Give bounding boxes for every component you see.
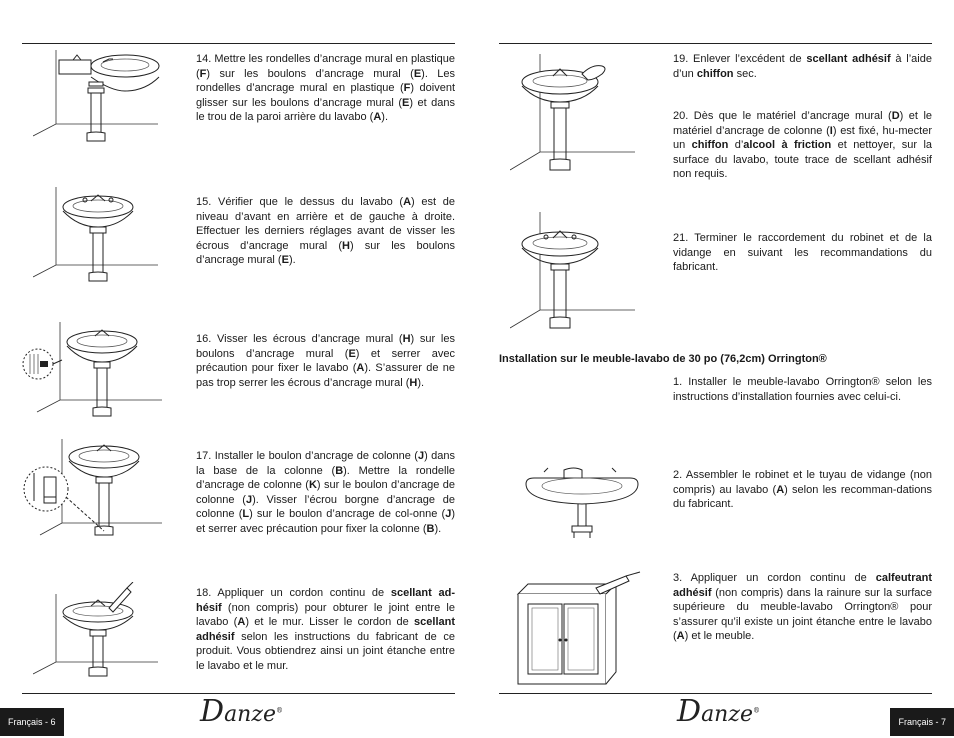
vanity-section-heading: Installation sur le meuble-lavabo de 30 po (76,2cm) Orrington®	[499, 353, 827, 365]
top-rule-right	[499, 43, 932, 44]
top-rule-left	[22, 43, 455, 44]
sink-faucet-drain-figure	[520, 462, 650, 547]
step-18-text: 18. Appliquer un cordon continu de scellant ad-hésif (non compris) pour obturer le joint entre le lavabo (A) et le mur. Lisser le cordon de scellant adhésif selon les instructions du fabricant de ce produit. Vous obtiendrez ainsi un joint étanche entre le lavabo et le mur.	[196, 587, 456, 672]
pedestal-sink-caulk-figure-18	[33, 582, 163, 682]
vanity-cabinet-caulk-figure	[514, 570, 654, 690]
logo-registered-mark: ®	[275, 706, 283, 715]
step-16-text: 16. Visser les écrous d’ancrage mural (H) sur les boulons d’ancrage mural (E) et serrer avec précaution pour fixer le lavabo (A). S’assurer de ne pas trop serrer les écrous d’ancrage mural (H).	[196, 333, 455, 389]
logo-initial: D	[200, 694, 225, 729]
step-15-text: 15. Vérifier que le dessus du lavabo (A) est de niveau d’avant en arrière et de gauche à droite. Effectuer les derniers réglages avant de visser les écrous d’ancrage mural (H) sur les boulons d’ancrage mural (E).	[196, 196, 456, 267]
page-number-badge-right: Français - 7	[890, 708, 954, 736]
pedestal-sink-figure-16	[22, 320, 167, 420]
pedestal-sink-figure-14	[33, 48, 163, 148]
step-21-text: 21. Terminer le raccordement du robinet et de la vidange en suivant les recommandations du fabricant.	[673, 232, 932, 274]
step-17-text: 17. Installer le boulon d’ancrage de colonne (J) dans la base de la colonne (B). Mettre la rondelle d’ancrage de colonne (K) sur le boulon d’ancrage de colonne (J). Visser l’écrou borgne d’ancrage de colonne (L) sur le boulon d’ancrage de col-onne (J) et serrer avec précaution pour fixer la colonne (B).	[196, 450, 456, 535]
step-20-text: 20. Dès que le matériel d’ancrage mural (D) et le matériel d’ancrage de colonne (I) est fixé, hu-mecter un chiffon d’alcool à friction et nettoyer, sur la surface du lavabo, toute trace de scellant adhésif non requis.	[673, 110, 933, 181]
danze-logo-right	[677, 694, 760, 729]
logo-registered-mark: ®	[752, 706, 760, 715]
vanity-step-3-text: 3. Appliquer un cordon continu de calfeutrant adhésif (non compris) dans la rainure sur la surface supérieure du meuble-lavabo Orrington® pour s’assurer qu’il existe un joint étanche entre le lavabo (A) et le meuble.	[673, 572, 932, 643]
logo-rest: anze	[224, 702, 276, 727]
pedestal-sink-figure-21	[510, 210, 640, 335]
logo-rest: anze	[701, 702, 753, 727]
vanity-step-1-text: 1. Installer le meuble-lavabo Orrington® selon les instructions d’installation fournies avec celui-ci.	[673, 376, 932, 403]
danze-logo-left	[200, 694, 283, 729]
step-14-text: 14. Mettre les rondelles d’ancrage mural en plastique (F) sur les boulons d’ancrage mural (E). Les rondelles d’ancrage mural en plastique (F) doivent glisser sur les boulons d’ancrage mural (E) et dans le trou de la paroi arrière du lavabo (A).	[196, 53, 456, 124]
pedestal-sink-figure-17	[22, 437, 167, 552]
pedestal-sink-figure-15	[33, 185, 163, 285]
page-number-badge-left: Français - 6	[0, 708, 64, 736]
step-19-text: 19. Enlever l’excédent de scellant adhésif à l’aide d’un chiffon sec.	[673, 53, 932, 80]
logo-initial: D	[677, 694, 702, 729]
pedestal-sink-wipe-figure-19	[510, 52, 640, 177]
vanity-step-2-text: 2. Assembler le robinet et le tuyau de vidange (non compris) au lavabo (A) selon les recomman-dations du fabricant.	[673, 469, 932, 511]
